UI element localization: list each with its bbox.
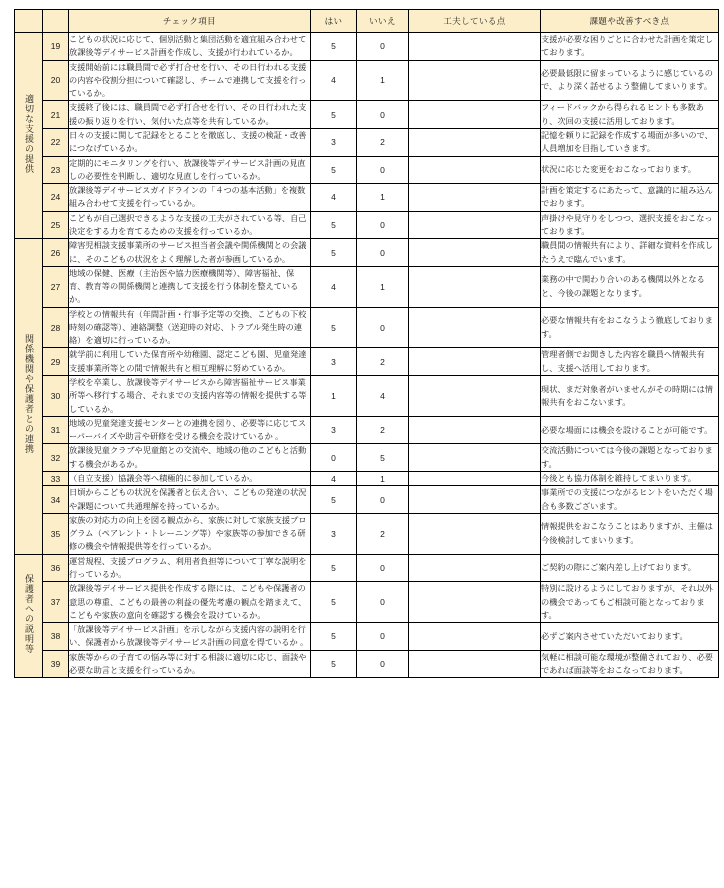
check-item-cell: 日々の支援に関して記録をとることを徹底し、支援の検証・改善につなげているか。 bbox=[69, 128, 311, 156]
issues-cell: 必要な情報共有をおこなうよう徹底しております。 bbox=[541, 307, 719, 348]
check-item-cell: （自立支援）協議会等へ積極的に参加しているか。 bbox=[69, 472, 311, 486]
table-row bbox=[15, 444, 719, 472]
check-item-cell: こどもの状況に応じて、個別活動と集団活動を適宜組み合わせて放課後等デイサービス計画を作成し、支援が行われているか。 bbox=[69, 33, 311, 61]
table-row bbox=[15, 307, 719, 348]
table-row bbox=[15, 623, 719, 651]
check-item-cell: 家族等からの子育ての悩み等に対する相談に適切に応じ、面談や必要な助言と支援を行っているか。 bbox=[69, 650, 311, 678]
no-count-cell: 4 bbox=[357, 376, 409, 417]
yes-count-cell: 5 bbox=[311, 33, 357, 61]
no-count-cell: 0 bbox=[357, 156, 409, 184]
issues-cell: 現状、まだ対象者がいませんがその時期には情報共有をおこないます。 bbox=[541, 376, 719, 417]
check-item-cell: 放課後等デイサービス提供を作成する際には、こどもや保護者の意思の尊重、こどもの最善の利益の優先考慮の観点を踏まえて、こどもや家族の意向を確認する機会を設けているか。 bbox=[69, 582, 311, 623]
yes-count-cell: 4 bbox=[311, 60, 357, 101]
good-points-cell bbox=[409, 416, 541, 444]
row-number-cell: 25 bbox=[43, 211, 69, 239]
issues-cell: ご契約の際にご案内差し上げております。 bbox=[541, 554, 719, 582]
no-count-cell: 2 bbox=[357, 513, 409, 554]
good-points-cell bbox=[409, 650, 541, 678]
table-row bbox=[15, 486, 719, 514]
yes-count-cell: 5 bbox=[311, 239, 357, 267]
issues-cell: 業務の中で関わり合いのある機関以外となると、今後の課題となります。 bbox=[541, 266, 719, 307]
row-number-cell: 28 bbox=[43, 307, 69, 348]
table-row bbox=[15, 33, 719, 61]
column-header-good-points: 工夫している点 bbox=[409, 10, 541, 33]
table-row bbox=[15, 239, 719, 267]
good-points-cell bbox=[409, 623, 541, 651]
check-item-cell: 支援開始前には職員間で必ず打合せを行い、その日行われる支援の内容や役割分担について確認し、チームで連携して支援を行っているか。 bbox=[69, 60, 311, 101]
group-label-text: 関係機関や保護者との連携 bbox=[24, 334, 35, 455]
good-points-cell bbox=[409, 156, 541, 184]
table-header bbox=[15, 10, 719, 33]
check-item-cell: こどもが自己選択できるような支援の工夫がされている等、自己決定をする力を育てるための支援を行っているか。 bbox=[69, 211, 311, 239]
group-label-cell bbox=[15, 33, 43, 239]
row-number-cell: 23 bbox=[43, 156, 69, 184]
column-header-issues: 課題や改善すべき点 bbox=[541, 10, 719, 33]
issues-cell: 必要な場面には機会を設けることが可能です。 bbox=[541, 416, 719, 444]
table-row bbox=[15, 513, 719, 554]
yes-count-cell: 5 bbox=[311, 307, 357, 348]
yes-count-cell: 4 bbox=[311, 184, 357, 212]
no-count-cell: 2 bbox=[357, 416, 409, 444]
yes-count-cell: 3 bbox=[311, 513, 357, 554]
row-number-cell: 37 bbox=[43, 582, 69, 623]
row-number-cell: 35 bbox=[43, 513, 69, 554]
row-number-cell: 39 bbox=[43, 650, 69, 678]
check-item-cell: 学校を卒業し、放課後等デイサービスから障害福祉サービス事業所等へ移行する場合、それまでの支援内容等の情報を提供する等しているか。 bbox=[69, 376, 311, 417]
no-count-cell: 0 bbox=[357, 582, 409, 623]
yes-count-cell: 4 bbox=[311, 266, 357, 307]
issues-cell: 記憶を頼りに記録を作成する場面が多いので、人員増加を目指していきます。 bbox=[541, 128, 719, 156]
yes-count-cell: 5 bbox=[311, 211, 357, 239]
no-count-cell: 0 bbox=[357, 650, 409, 678]
good-points-cell bbox=[409, 266, 541, 307]
group-label-text: 保護者への説明等 bbox=[24, 573, 35, 654]
row-number-cell: 36 bbox=[43, 554, 69, 582]
yes-count-cell: 5 bbox=[311, 486, 357, 514]
row-number-cell: 19 bbox=[43, 33, 69, 61]
check-item-cell: 支援終了後には、職員間で必ず打合せを行い、その日行われた支援の振り返りを行い、気付いた点等を共有しているか。 bbox=[69, 101, 311, 129]
self-evaluation-table bbox=[14, 9, 719, 678]
good-points-cell bbox=[409, 513, 541, 554]
column-header-check-item: チェック項目 bbox=[69, 10, 311, 33]
table-row bbox=[15, 582, 719, 623]
column-header-no: いいえ bbox=[357, 10, 409, 33]
check-item-cell: 家族の対応力の向上を図る観点から、家族に対して家族支援プログラム（ペアレント・トレーニング等）や家族等の参加できる研修の機会や情報提供等を行っているか。 bbox=[69, 513, 311, 554]
yes-count-cell: 3 bbox=[311, 416, 357, 444]
good-points-cell bbox=[409, 486, 541, 514]
check-item-cell: 地域の保健、医療（主治医や協力医療機関等）、障害福祉、保育、教育等の関係機関と連携して支援を行う体制を整えているか。 bbox=[69, 266, 311, 307]
no-count-cell: 1 bbox=[357, 184, 409, 212]
table-row bbox=[15, 156, 719, 184]
yes-count-cell: 5 bbox=[311, 582, 357, 623]
row-number-cell: 26 bbox=[43, 239, 69, 267]
header-row bbox=[15, 10, 719, 33]
issues-cell: 計画を策定するにあたって、意識的に組み込んでおります。 bbox=[541, 184, 719, 212]
column-header-number bbox=[43, 10, 69, 33]
yes-count-cell: 3 bbox=[311, 348, 357, 376]
good-points-cell bbox=[409, 128, 541, 156]
good-points-cell bbox=[409, 239, 541, 267]
table-body bbox=[15, 33, 719, 678]
good-points-cell bbox=[409, 582, 541, 623]
issues-cell: 職員間の情報共有により、詳細な資料を作成したうえで臨んでいます。 bbox=[541, 239, 719, 267]
group-label-cell bbox=[15, 239, 43, 554]
no-count-cell: 5 bbox=[357, 444, 409, 472]
row-number-cell: 20 bbox=[43, 60, 69, 101]
check-item-cell: 学校との情報共有（年間計画・行事予定等の交換、こどもの下校時刻の確認等）、連絡調整（送迎時の対応、トラブル発生時の連絡）を適切に行っているか。 bbox=[69, 307, 311, 348]
issues-cell: 管理者側でお聞きした内容を職員へ情報共有し、支援へ活用しております。 bbox=[541, 348, 719, 376]
good-points-cell bbox=[409, 33, 541, 61]
table-row bbox=[15, 184, 719, 212]
good-points-cell bbox=[409, 307, 541, 348]
table-row bbox=[15, 211, 719, 239]
issues-cell: 必要最低限に留まっているように感じているので、より深く話せるよう整備してまいります。 bbox=[541, 60, 719, 101]
no-count-cell: 0 bbox=[357, 239, 409, 267]
issues-cell: 今後とも協力体制を維持してまいります。 bbox=[541, 472, 719, 486]
row-number-cell: 34 bbox=[43, 486, 69, 514]
table-row bbox=[15, 416, 719, 444]
good-points-cell bbox=[409, 444, 541, 472]
table-row bbox=[15, 266, 719, 307]
check-item-cell: 「放課後等デイサービス計画」を示しながら支援内容の説明を行い、保護者から放課後等デイサービス計画の同意を得ているか 。 bbox=[69, 623, 311, 651]
good-points-cell bbox=[409, 101, 541, 129]
yes-count-cell: 0 bbox=[311, 444, 357, 472]
table-row bbox=[15, 650, 719, 678]
no-count-cell: 0 bbox=[357, 101, 409, 129]
issues-cell: フィードバックから得られるヒントも多数あり、次回の支援に活用しております。 bbox=[541, 101, 719, 129]
good-points-cell bbox=[409, 472, 541, 486]
yes-count-cell: 5 bbox=[311, 554, 357, 582]
check-item-cell: 障害児相談支援事業所のサービス担当者会議や関係機関との会議に、そのこどもの状況をよく理解した者が参画しているか。 bbox=[69, 239, 311, 267]
no-count-cell: 1 bbox=[357, 472, 409, 486]
yes-count-cell: 5 bbox=[311, 623, 357, 651]
good-points-cell bbox=[409, 554, 541, 582]
issues-cell: 情報提供をおこなうことはありますが、主催は今後検討してまいります。 bbox=[541, 513, 719, 554]
good-points-cell bbox=[409, 348, 541, 376]
row-number-cell: 24 bbox=[43, 184, 69, 212]
good-points-cell bbox=[409, 184, 541, 212]
check-item-cell: 放課後児童クラブや児童館との交流や、地域の他のこどもと活動する機会があるか。 bbox=[69, 444, 311, 472]
check-item-cell: 日頃からこどもの状況を保護者と伝え合い、こどもの発達の状況や課題について共通理解を持っているか。 bbox=[69, 486, 311, 514]
group-label-text: 適切な支援の提供 bbox=[24, 93, 35, 174]
issues-cell: 交流活動については今後の課題となっております。 bbox=[541, 444, 719, 472]
issues-cell: 状況に応じた変更をおこなっております。 bbox=[541, 156, 719, 184]
group-label-cell bbox=[15, 554, 43, 678]
check-item-cell: 運営規程、支援プログラム、利用者負担等について丁寧な説明を行っているか。 bbox=[69, 554, 311, 582]
table-row bbox=[15, 376, 719, 417]
row-number-cell: 30 bbox=[43, 376, 69, 417]
check-item-cell: 就学前に利用していた保育所や幼稚園、認定こども園、児童発達支援事業所等との間で情報共有と相互理解に努めているか。 bbox=[69, 348, 311, 376]
row-number-cell: 32 bbox=[43, 444, 69, 472]
no-count-cell: 0 bbox=[357, 623, 409, 651]
no-count-cell: 0 bbox=[357, 307, 409, 348]
yes-count-cell: 5 bbox=[311, 650, 357, 678]
table-row bbox=[15, 348, 719, 376]
row-number-cell: 22 bbox=[43, 128, 69, 156]
good-points-cell bbox=[409, 211, 541, 239]
table-row bbox=[15, 60, 719, 101]
issues-cell: 声掛けや見守りをしつつ、選択支援をおこなっております。 bbox=[541, 211, 719, 239]
row-number-cell: 31 bbox=[43, 416, 69, 444]
issues-cell: 事業所での支援につながるヒントをいただく場合も多数ございます。 bbox=[541, 486, 719, 514]
no-count-cell: 1 bbox=[357, 266, 409, 307]
no-count-cell: 1 bbox=[357, 60, 409, 101]
no-count-cell: 0 bbox=[357, 554, 409, 582]
no-count-cell: 0 bbox=[357, 486, 409, 514]
row-number-cell: 29 bbox=[43, 348, 69, 376]
yes-count-cell: 3 bbox=[311, 128, 357, 156]
yes-count-cell: 4 bbox=[311, 472, 357, 486]
row-number-cell: 38 bbox=[43, 623, 69, 651]
good-points-cell bbox=[409, 60, 541, 101]
issues-cell: 支援が必要な困りごとに合わせた計画を策定しております。 bbox=[541, 33, 719, 61]
yes-count-cell: 5 bbox=[311, 101, 357, 129]
check-item-cell: 放課後等デイサービスガイドラインの「４つの基本活動」を複数組み合わせて支援を行っているか。 bbox=[69, 184, 311, 212]
yes-count-cell: 1 bbox=[311, 376, 357, 417]
check-item-cell: 定期的にモニタリングを行い、放課後等デイサービス計画の見直しの必要性を判断し、適切な見直しを行っているか。 bbox=[69, 156, 311, 184]
check-item-cell: 地域の児童発達支援センターとの連携を図り、必要等に応じてスーパーバイズや助言や研修を受ける機会を設けているか 。 bbox=[69, 416, 311, 444]
column-header-yes: はい bbox=[311, 10, 357, 33]
row-number-cell: 21 bbox=[43, 101, 69, 129]
issues-cell: 必ずご案内させていただいております。 bbox=[541, 623, 719, 651]
no-count-cell: 0 bbox=[357, 33, 409, 61]
table-row bbox=[15, 128, 719, 156]
table-row bbox=[15, 554, 719, 582]
row-number-cell: 27 bbox=[43, 266, 69, 307]
issues-cell: 特別に設けるようにしておりますが、それ以外の機会であってもご相談可能となっております。 bbox=[541, 582, 719, 623]
no-count-cell: 2 bbox=[357, 128, 409, 156]
no-count-cell: 2 bbox=[357, 348, 409, 376]
column-header-group bbox=[15, 10, 43, 33]
table-row bbox=[15, 101, 719, 129]
row-number-cell: 33 bbox=[43, 472, 69, 486]
table-row bbox=[15, 472, 719, 486]
good-points-cell bbox=[409, 376, 541, 417]
yes-count-cell: 5 bbox=[311, 156, 357, 184]
no-count-cell: 0 bbox=[357, 211, 409, 239]
issues-cell: 気軽に相談可能な環境が整備されており、必要であれば面談等をおこなっております。 bbox=[541, 650, 719, 678]
